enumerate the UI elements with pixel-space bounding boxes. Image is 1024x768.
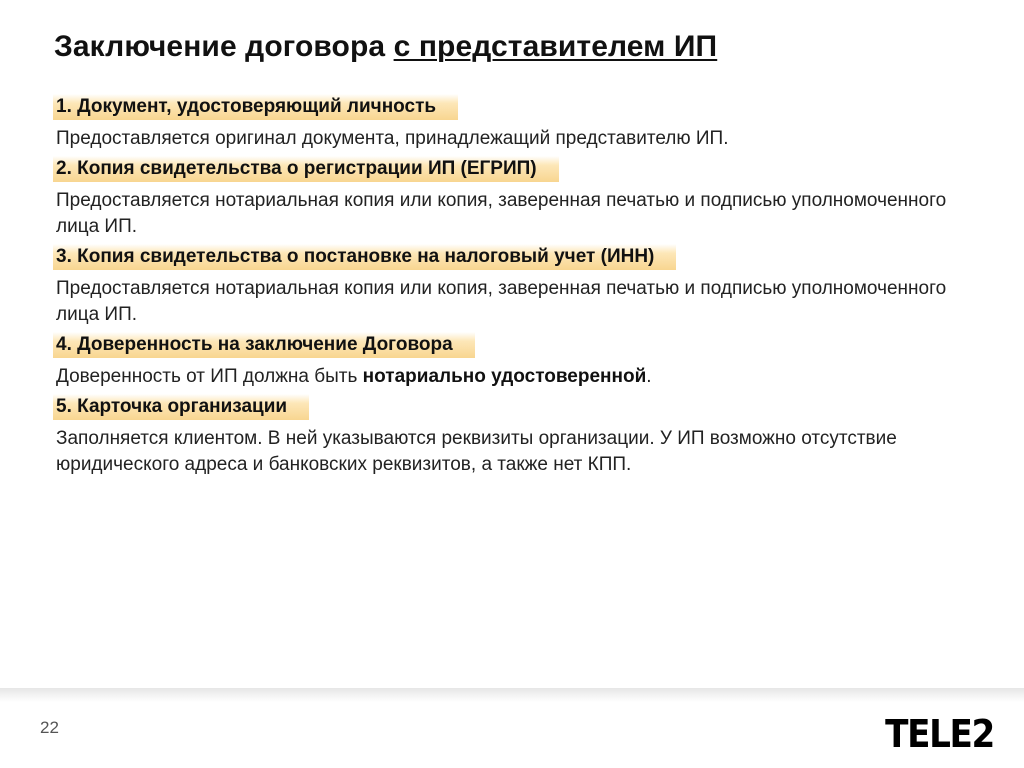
item-text-before: Доверенность от ИП должна быть — [56, 366, 363, 387]
list-item — [53, 94, 953, 152]
footer — [0, 702, 1024, 768]
tele2-logo: TELE2 — [885, 712, 994, 756]
page-number: 22 — [40, 718, 59, 737]
item-text: Предоставляется нотариальная копия или копия, заверенная печатью и подписью уполномоченного лица ИП. — [56, 190, 947, 237]
item-heading: 3. Копия свидетельства о постановке на налоговый учет (ИНН) — [53, 244, 676, 270]
item-heading: 1. Документ, удостоверяющий личность — [53, 94, 458, 120]
title-prefix: Заключение договора — [54, 30, 394, 63]
requirements-list — [53, 94, 953, 482]
list-item — [53, 244, 953, 328]
item-text: Заполняется клиентом. В ней указываются реквизиты организации. У ИП возможно отсутствие юридического адреса и банковских реквизитов, а также нет КПП. — [56, 428, 897, 475]
page-title — [54, 30, 717, 64]
list-item — [53, 156, 953, 240]
item-heading: 4. Доверенность на заключение Договора — [53, 332, 475, 358]
item-text — [53, 364, 953, 390]
item-heading: 5. Карточка организации — [53, 394, 309, 420]
title-underlined: с представителем ИП — [393, 30, 718, 63]
item-text: Предоставляется оригинал документа, принадлежащий представителю ИП. — [56, 128, 729, 149]
footer-divider — [0, 688, 1024, 702]
list-item — [53, 332, 953, 390]
item-heading: 2. Копия свидетельства о регистрации ИП (ЕГРИП) — [53, 156, 559, 182]
list-item — [53, 394, 953, 478]
item-text-after: . — [646, 366, 652, 387]
item-text: Предоставляется нотариальная копия или копия, заверенная печатью и подписью уполномоченного лица ИП. — [56, 278, 947, 325]
item-text-bold: нотариально удостоверенной — [362, 366, 647, 387]
